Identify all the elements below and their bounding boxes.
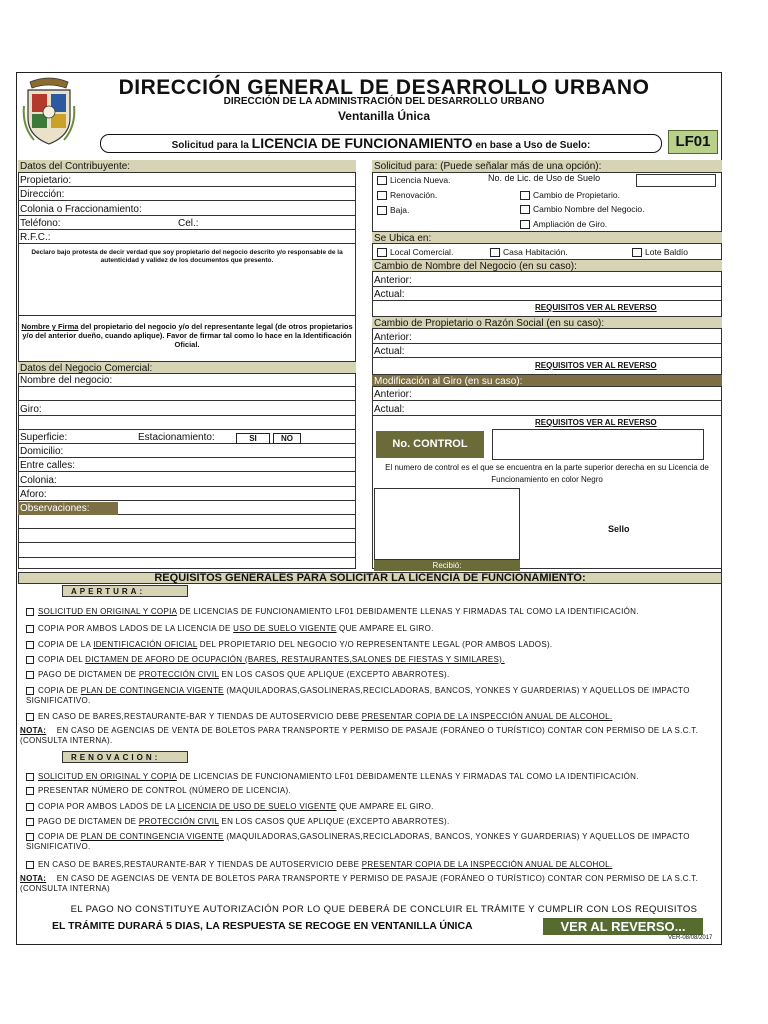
nombre-negocio-field[interactable]: Nombre del negocio: [18, 374, 356, 387]
apertura-text-pre: COPIA POR AMBOS LADOS DE LA LICENCIA DE [38, 624, 234, 633]
nombre-negocio-line2[interactable] [18, 388, 356, 401]
apertura-item[interactable] [26, 640, 716, 650]
apertura-text-post: (MAQUILADORAS,GASOLINERAS,RECICLADORAS, BANCOS, YONKES Y GUARDERIAS) Y AQUELLOS DE IMPACTO SIGNIFICATIVO. [26, 686, 690, 705]
renovacion-option[interactable] [377, 190, 437, 200]
cambio-nombre-checkbox[interactable] [520, 205, 530, 214]
apertura-text-post: QUE AMPARE EL GIRO. [336, 624, 434, 633]
renovacion-text-pre: PAGO DE DICTAMEN DE [38, 817, 139, 826]
cambio-nombre-header: Cambio de Nombre del Negocio (en su caso): [372, 259, 722, 272]
ampliacion-option[interactable] [520, 219, 607, 229]
licencia-nueva-checkbox[interactable] [377, 176, 387, 185]
pago-notice: EL PAGO NO CONSTITUYE AUTORIZACIÓN POR LO QUE DEBERÁ DE CONCLUIR EL TRÁMITE Y CUMPLIR CON LOS REQUISITOS [70, 904, 698, 915]
baja-checkbox[interactable] [377, 206, 387, 215]
duracion-notice: EL TRÁMITE DURARÁ 5 DIAS, LA RESPUESTA SE RECOGE EN VENTANILLA ÚNICA [52, 920, 473, 932]
renovacion-text-u: SOLICITUD EN ORIGINAL Y COPIA [38, 772, 177, 781]
renovacion-text-u: LICENCIA DE USO DE SUELO VIGENTE [177, 802, 337, 811]
no-option[interactable]: NO [273, 433, 301, 444]
apertura-checkbox[interactable] [26, 687, 34, 695]
apertura-text-pre: PAGO DE DICTAMEN DE [38, 670, 139, 679]
renovacion-checkbox[interactable] [26, 861, 34, 869]
page-subtitle: DIRECCIÓN DE LA ADMINISTRACIÓN DEL DESARROLLO URBANO [223, 96, 545, 107]
renovacion-text-u: PLAN DE CONTINGENCIA VIGENTE [80, 832, 224, 841]
cambio-propietario-req: REQUISITOS VER AL REVERSO [535, 361, 657, 370]
nota-apertura [20, 726, 720, 746]
cambio-propietario-option[interactable] [520, 190, 620, 200]
request-title [100, 134, 662, 153]
modificacion-actual[interactable]: Actual: [372, 403, 722, 416]
nota-renovacion [20, 874, 720, 894]
nota-renovacion-text: EN CASO DE AGENCIAS DE VENTA DE BOLETOS PARA TRANSPORTE Y PERMISO DE PASAJE (FORÁNEO O TURÍSTICO) CONTAR CON PERMISO DE LA S.C.T. (CONSULTA INTERNA) [20, 874, 699, 893]
colonia-negocio-field[interactable]: Colonia: [18, 474, 356, 487]
apertura-text-pre: COPIA DE LA [38, 640, 94, 649]
casa-label: Casa Habitación. [503, 247, 568, 257]
renovacion-item[interactable] [26, 802, 716, 812]
rfc-field[interactable]: R.F.C.: [18, 231, 356, 244]
cambio-nombre-option[interactable] [520, 204, 645, 214]
apertura-text-u: PROTECCIÓN CIVIL [138, 670, 219, 679]
signature-caption [20, 322, 354, 349]
nota-apertura-label: NOTA: [20, 726, 47, 735]
ampliacion-checkbox[interactable] [520, 220, 530, 229]
apertura-text-u: PRESENTAR COPIA DE LA INSPECCIÓN ANUAL DE ALCOHOL. [361, 712, 613, 721]
casa-checkbox[interactable] [490, 248, 500, 257]
cambio-nombre-anterior[interactable]: Anterior: [372, 274, 722, 287]
no-lic-label: No. de Lic. de Uso de Suelo [488, 173, 601, 183]
nota-apertura-text: EN CASO DE AGENCIAS DE VENTA DE BOLETOS PARA TRANSPORTE Y PERMISO DE PASAJE (FORÁNEO O TURÍSTICO) CONTAR CON PERMISO DE LA S.C.T. (CONSULTA INTERNA). [20, 726, 699, 745]
baja-option[interactable] [377, 205, 409, 215]
observaciones-label: Observaciones: [18, 502, 118, 515]
modificacion-anterior[interactable]: Anterior: [372, 388, 722, 401]
lote-label: Lote Baldío [645, 247, 689, 257]
entre-calles-field[interactable]: Entre calles: [18, 459, 356, 472]
direccion-field[interactable]: Dirección: [18, 188, 356, 201]
renovacion-header: RENOVACION: [62, 751, 188, 763]
observaciones-row[interactable] [18, 502, 356, 515]
renovacion-item[interactable] [26, 786, 716, 796]
giro-field[interactable]: Giro: [18, 403, 356, 416]
version-label: VER-08/08/2017 [668, 935, 713, 941]
renovacion-text-pre: EN CASO DE BARES,RESTAURANTE-BAR Y TIENDAS DE AUTOSERVICIO DEBE [38, 860, 362, 869]
licencia-nueva-label: Licencia Nueva. [390, 175, 451, 185]
renovacion-text-u: PRESENTAR COPIA DE LA INSPECCIÓN ANUAL DE ALCOHOL. [361, 860, 613, 869]
apertura-text-u: SOLICITUD EN ORIGINAL Y COPIA [38, 607, 177, 616]
office-name: Ventanilla Única [337, 109, 431, 123]
apertura-header: APERTURA: [62, 585, 188, 597]
telefono-field[interactable] [18, 217, 356, 230]
apertura-text-u: PLAN DE CONTINGENCIA VIGENTE [80, 686, 224, 695]
apertura-text-pre: COPIA DE [38, 686, 81, 695]
renovacion-text-pre: COPIA POR AMBOS LADOS DE LA [38, 802, 178, 811]
cambio-propietario-actual[interactable]: Actual: [372, 345, 722, 358]
apertura-text-pre: EN CASO DE BARES,RESTAURANTE-BAR Y TIENDAS DE AUTOSERVICIO DEBE [38, 712, 362, 721]
signature-rest: del propietario del negocio y/o del representante legal (de otros propietarios y/o del anterior dueño, cuando aplique). Favor de firmar tal como lo hace en la Identificación Oficial. [22, 322, 353, 349]
licencia-nueva-option[interactable] [377, 175, 450, 185]
form-code-badge: LF01 [668, 130, 718, 154]
renovacion-checkbox[interactable] [26, 833, 34, 841]
apertura-checkbox[interactable] [26, 641, 34, 649]
lote-option[interactable] [632, 247, 688, 257]
apertura-item[interactable] [26, 655, 716, 665]
cambio-propietario-header: Cambio de Propietario o Razón Social (en su caso): [372, 316, 722, 329]
declaration-text: Declaro bajo protesta de decir verdad que soy propietario del negocio descrito y/o responsable de la autenticidad y validez de los documentos que presento. [31, 249, 343, 264]
cambio-nombre-req: REQUISITOS VER AL REVERSO [535, 303, 657, 312]
local-option[interactable] [377, 247, 453, 257]
ampliacion-label: Ampliación de Giro. [533, 219, 608, 229]
sello-label: Sello [608, 524, 630, 534]
cambio-propietario-checkbox[interactable] [520, 191, 530, 200]
apertura-text-u: DICTAMEN DE AFORO DE OCUPACIÓN (BARES, RESTAURANTES,SALONES DE FIESTAS Y SIMILARES). [85, 655, 505, 664]
apertura-text-u: USO DE SUELO VIGENTE [233, 624, 337, 633]
apertura-checkbox[interactable] [26, 671, 34, 679]
renovacion-text-post: QUE AMPARE EL GIRO. [336, 802, 434, 811]
renovacion-text-u: PROTECCIÓN CIVIL [138, 817, 219, 826]
apertura-item[interactable] [26, 624, 716, 634]
control-input[interactable] [492, 429, 704, 460]
apertura-text-pre: COPIA DEL [38, 655, 86, 664]
aforo-field[interactable]: Aforo: [18, 488, 356, 501]
estacionamiento-label: Estacionamiento: [138, 432, 215, 443]
renovacion-item[interactable] [26, 860, 716, 870]
apertura-item[interactable] [26, 607, 716, 617]
domicilio-field[interactable]: Domicilio: [18, 445, 356, 458]
apertura-item[interactable] [26, 686, 716, 706]
contribuyente-header: Datos del Contribuyente: [18, 160, 356, 173]
apertura-item[interactable] [26, 670, 716, 680]
request-prefix: Solicitud para la [171, 140, 249, 151]
lote-checkbox[interactable] [632, 248, 642, 257]
casa-option[interactable] [490, 247, 568, 257]
local-checkbox[interactable] [377, 248, 387, 257]
apertura-checkbox[interactable] [26, 656, 34, 664]
apertura-text-post: DEL PROPIETARIO DEL NEGOCIO Y/O REPRESENTANTE LEGAL (POR AMBOS LADOS). [197, 640, 553, 649]
control-note: El numero de control es el que se encuentra en la parte superior derecha en su Licencia de Funcionamiento en color Negro [385, 463, 709, 484]
renovacion-text-pre: COPIA DE [38, 832, 81, 841]
renovacion-label: Renovación. [390, 190, 438, 200]
propietario-field[interactable]: Propietario: [18, 174, 356, 187]
renovacion-text-post: EN LOS CASOS QUE APLIQUE (EXCEPTO ABARROTES). [218, 817, 450, 826]
renovacion-checkbox[interactable] [26, 803, 34, 811]
nota-renovacion-label: NOTA: [20, 874, 47, 883]
cel-label: Cel.: [178, 218, 199, 229]
renovacion-checkbox[interactable] [26, 787, 34, 795]
superficie-label: Superficie: [20, 432, 68, 443]
recibio-label: Recibió: [374, 560, 520, 571]
cambio-propietario-label: Cambio de Propietario. [533, 190, 620, 200]
cambio-propietario-anterior[interactable]: Anterior: [372, 331, 722, 344]
observaciones-line3[interactable] [18, 530, 356, 543]
apertura-checkbox[interactable] [26, 608, 34, 616]
local-label: Local Comercial. [390, 247, 454, 257]
solicitud-header: Solicitud para: (Puede señalar más de una opción): [372, 160, 722, 173]
colonia-field[interactable]: Colonia o Fraccionamiento: [18, 203, 356, 216]
si-option[interactable]: SI [236, 433, 270, 444]
renovacion-checkbox[interactable] [26, 773, 34, 781]
renovacion-text-pre: PRESENTAR NÚMERO DE CONTROL (NÚMERO DE LICENCIA). [38, 786, 291, 795]
apertura-text-post: DE LICENCIAS DE FUNCIONAMIENTO LF01 DEBIDAMENTE LLENAS Y FIRMADAS TAL COMO LA IDENTIFICACIÓN. [176, 607, 639, 616]
cambio-nombre-label: Cambio Nombre del Negocio. [533, 204, 645, 214]
renovacion-checkbox[interactable] [26, 818, 34, 826]
modificacion-req: REQUISITOS VER AL REVERSO [535, 418, 657, 427]
ubica-header: Se Ubica en: [372, 231, 722, 244]
renovacion-text-post: DE LICENCIAS DE FUNCIONAMIENTO LF01 DEBIDAMENTE LLENAS Y FIRMADAS TAL COMO LA IDENTIFICACIÓN. [176, 772, 639, 781]
recibio-box[interactable] [374, 488, 520, 560]
cambio-nombre-actual[interactable]: Actual: [372, 288, 722, 301]
renovacion-item[interactable] [26, 832, 716, 852]
signature-line [18, 315, 356, 316]
request-main: LICENCIA DE FUNCIONAMIENTO [251, 135, 473, 151]
renovacion-text-post: (MAQUILADORAS,GASOLINERAS,RECICLADORAS, BANCOS, YONKES Y GUARDERIAS) Y AQUELLOS DE IMPACTO SIGNIFICATIVO. [26, 832, 690, 851]
no-lic-input[interactable] [636, 174, 716, 187]
requisitos-title: REQUISITOS GENERALES PARA SOLICITAR LA LICENCIA DE FUNCIONAMIENTO: [18, 572, 722, 584]
superficie-field[interactable] [18, 431, 356, 444]
apertura-text-u: IDENTIFICACIÓN OFICIAL [93, 640, 198, 649]
telefono-label: Teléfono: [20, 218, 61, 229]
signature-bold: Nombre y Firma [21, 322, 79, 331]
giro-line2[interactable] [18, 417, 356, 430]
modificacion-header: Modificación al Giro (en su caso): [372, 374, 722, 387]
observaciones-line2[interactable] [18, 516, 356, 529]
request-suffix: en base a Uso de Suelo: [475, 140, 591, 151]
ver-reverso-banner: VER AL REVERSO... [543, 918, 703, 935]
apertura-text-post: EN LOS CASOS QUE APLIQUE (EXCEPTO ABARROTES). [218, 670, 450, 679]
renovacion-item[interactable] [26, 772, 716, 782]
apertura-item[interactable] [26, 712, 716, 722]
baja-label: Baja. [390, 205, 410, 215]
renovacion-checkbox[interactable] [377, 191, 387, 200]
observaciones-line4[interactable] [18, 545, 356, 558]
apertura-checkbox[interactable] [26, 713, 34, 721]
apertura-checkbox[interactable] [26, 625, 34, 633]
control-label: No. CONTROL [376, 431, 484, 458]
page-title: DIRECCIÓN GENERAL DE DESARROLLO URBANO [118, 76, 650, 99]
negocio-header: Datos del Negocio Comercial: [18, 361, 356, 374]
renovacion-item[interactable] [26, 817, 716, 827]
